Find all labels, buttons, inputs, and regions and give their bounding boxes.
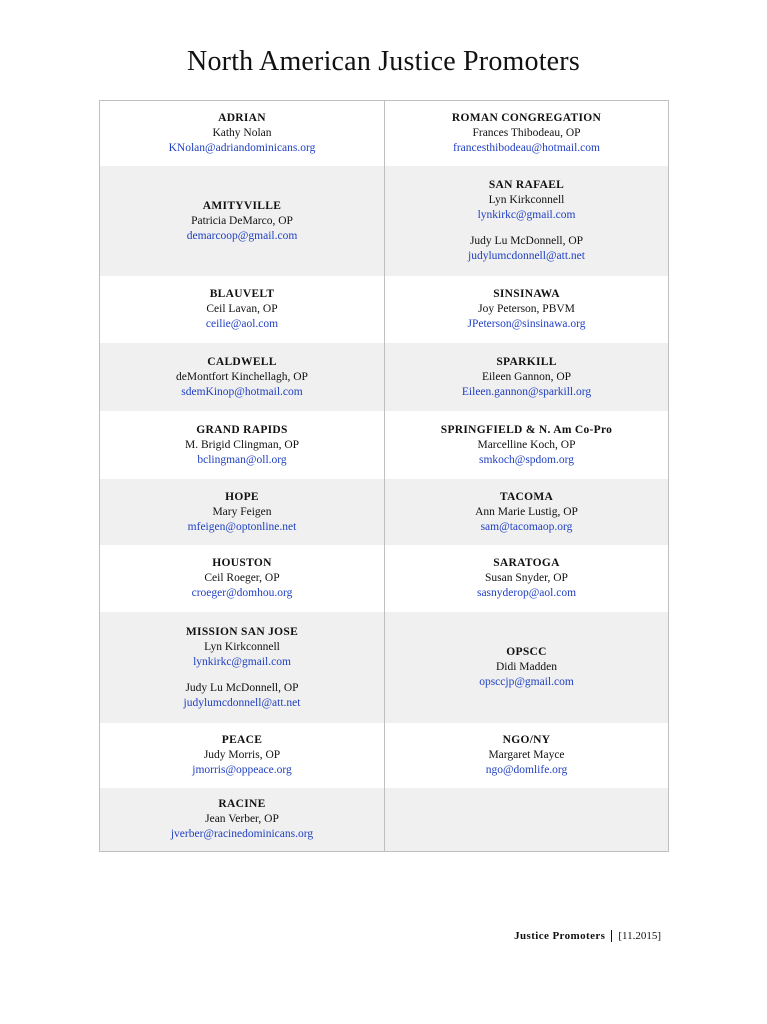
contact-email-link[interactable]: sdemKinop@hotmail.com: [181, 385, 303, 398]
page-footer: [514, 930, 661, 942]
contact-person: Ann Marie Lustig, OP: [475, 505, 578, 518]
congregation-cell: [384, 612, 668, 723]
contact-person: Patricia DeMarco, OP: [191, 214, 293, 227]
contact-email-link[interactable]: lynkirkc@gmail.com: [477, 209, 576, 221]
contact-person: Margaret Mayce: [488, 749, 565, 761]
page-title: North American Justice Promoters: [187, 46, 580, 77]
contact-email-link[interactable]: croeger@domhou.org: [191, 587, 293, 599]
congregation-name: MISSION SAN JOSE: [185, 625, 299, 638]
contact-email-link[interactable]: mfeigen@optonline.net: [187, 520, 297, 533]
congregation-name: SINSINAWA: [493, 288, 560, 300]
congregation-name: PEACE: [221, 734, 263, 746]
contact-email-link[interactable]: bclingman@oll.org: [197, 453, 287, 466]
congregation-cell: [384, 479, 668, 545]
congregation-cell: [100, 479, 384, 545]
contact-person: Lyn Kirkconnell: [488, 194, 565, 206]
congregation-cell: [100, 612, 384, 723]
congregation-name: BLAUVELT: [209, 288, 275, 300]
congregation-name: ADRIAN: [218, 112, 266, 124]
contact-email-link[interactable]: jverber@racinedominicans.org: [170, 828, 314, 840]
congregation-cell: [100, 545, 384, 612]
contact-email-link[interactable]: jmorris@oppeace.org: [192, 764, 292, 776]
contact-person: Ceil Roeger, OP: [204, 572, 280, 584]
congregation-name: SPARKILL: [496, 355, 557, 368]
footer-date: [11.2015]: [618, 930, 661, 942]
contact-person: Frances Thibodeau, OP: [472, 127, 581, 139]
contact-person: Joy Peterson, PBVM: [478, 303, 575, 315]
contact-person: Judy Lu McDonnell, OP: [185, 681, 299, 694]
contact-person: Susan Snyder, OP: [485, 572, 568, 584]
congregation-name: TACOMA: [499, 490, 554, 503]
contact-email-link[interactable]: sam@tacomaop.org: [480, 520, 573, 533]
contact-person: Lyn Kirkconnell: [204, 640, 280, 653]
congregation-cell: [384, 545, 668, 612]
contact-email-link[interactable]: judylumcdonnell@att.net: [183, 696, 301, 709]
congregation-name: OPSCC: [506, 646, 547, 658]
contact-email-link[interactable]: ceilie@aol.com: [205, 318, 279, 330]
congregation-cell: [100, 101, 384, 166]
contact-email-link[interactable]: demarcoop@gmail.com: [186, 229, 298, 242]
congregation-name: SARATOGA: [493, 557, 560, 569]
directory-row: [100, 101, 668, 166]
contact-email-link[interactable]: KNolan@adriandominicans.org: [168, 142, 316, 154]
congregation-name: SPRINGFIELD & N. Am Co-Pro: [440, 423, 613, 436]
contact-email-link[interactable]: lynkirkc@gmail.com: [193, 655, 291, 668]
contact-email-link[interactable]: smkoch@spdom.org: [478, 453, 575, 466]
contact-person: Jean Verber, OP: [205, 813, 279, 825]
congregation-cell: [384, 723, 668, 788]
contact-person: deMontfort Kinchellagh, OP: [176, 370, 308, 383]
contact-email-link[interactable]: Eileen.gannon@sparkill.org: [461, 385, 592, 398]
directory-row: [100, 411, 668, 479]
contact-email-link[interactable]: ngo@domlife.org: [485, 764, 568, 776]
contact-email-link[interactable]: judylumcdonnell@att.net: [468, 250, 585, 262]
directory-row: [100, 276, 668, 343]
congregation-cell: [100, 411, 384, 479]
directory-row: [100, 612, 668, 723]
congregation-cell: [100, 276, 384, 343]
congregation-cell: [100, 343, 384, 411]
contact-person: Judy Morris, OP: [203, 749, 281, 761]
congregation-name: NGO/NY: [502, 734, 551, 746]
contact-person: Marcelline Koch, OP: [477, 438, 576, 451]
contact-person: Eileen Gannon, OP: [481, 370, 572, 383]
contact-person: Didi Madden: [495, 661, 557, 673]
directory-row: [100, 166, 668, 276]
directory-row: [100, 788, 668, 851]
congregation-name: RACINE: [218, 798, 266, 810]
congregation-cell: [384, 276, 668, 343]
contact-person: Ceil Lavan, OP: [206, 303, 278, 315]
congregation-name: CALDWELL: [207, 355, 277, 368]
footer-divider: [611, 930, 612, 942]
contact-person: M. Brigid Clingman, OP: [184, 438, 300, 451]
congregation-cell: [100, 788, 384, 851]
congregation-cell: [384, 343, 668, 411]
footer-brand: Justice Promoters: [514, 930, 606, 942]
congregation-cell: [100, 723, 384, 788]
congregation-name: HOPE: [225, 490, 259, 503]
directory-row: [100, 723, 668, 788]
congregation-cell: [384, 101, 668, 166]
directory-row: [100, 479, 668, 545]
directory-row: [100, 545, 668, 612]
congregation-name: GRAND RAPIDS: [196, 423, 288, 436]
congregation-name: HOUSTON: [212, 557, 272, 569]
congregation-name: SAN RAFAEL: [488, 179, 565, 191]
contact-email-link[interactable]: francesthibodeau@hotmail.com: [453, 142, 600, 154]
congregation-cell: [384, 166, 668, 276]
contact-person: Mary Feigen: [212, 505, 272, 518]
contact-email-link[interactable]: sasnyderop@aol.com: [476, 587, 577, 599]
contact-person: Judy Lu McDonnell, OP: [469, 235, 584, 247]
congregation-cell: [384, 411, 668, 479]
empty-cell: [384, 788, 668, 851]
directory-row: [100, 343, 668, 411]
congregation-name: ROMAN CONGREGATION: [451, 112, 602, 124]
contact-email-link[interactable]: opsccjp@gmail.com: [479, 676, 574, 688]
congregation-name: AMITYVILLE: [202, 199, 282, 212]
contact-email-link[interactable]: JPeterson@sinsinawa.org: [467, 318, 586, 330]
contact-person: Kathy Nolan: [212, 127, 272, 139]
directory-table: [99, 100, 669, 852]
congregation-cell: [100, 166, 384, 276]
